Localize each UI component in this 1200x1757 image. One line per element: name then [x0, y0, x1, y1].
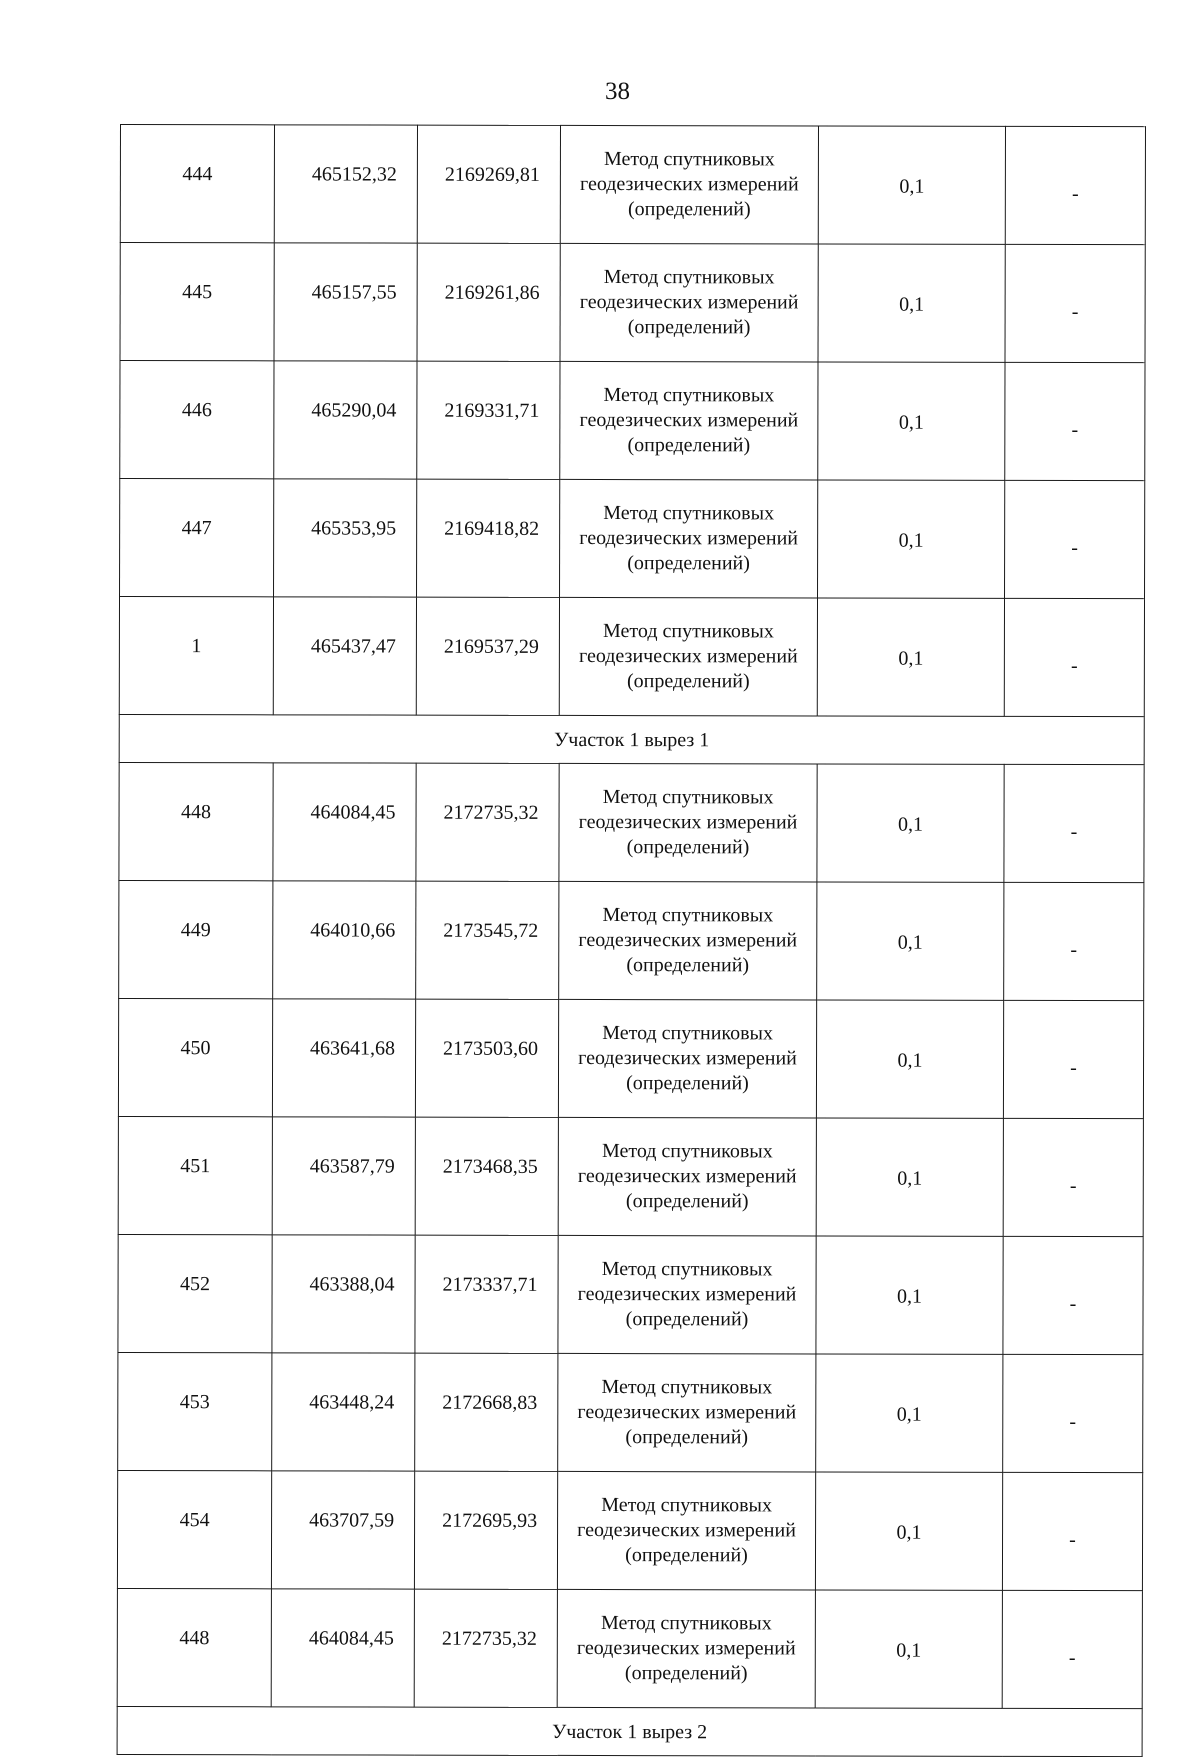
x-coordinate-cell: 463448,24 — [272, 1353, 415, 1471]
y-coordinate-cell: 2169269,81 — [417, 125, 560, 243]
y-coordinate-cell: 2169418,82 — [417, 479, 560, 597]
note-cell: - — [1003, 1236, 1143, 1354]
accuracy-cell: 0,1 — [816, 1000, 1003, 1118]
method-text-line: геодезических измерений — [578, 1046, 797, 1070]
method-text-line: (определений) — [625, 1190, 749, 1213]
method-cell — [558, 999, 816, 1118]
x-coordinate-cell: 463707,59 — [271, 1471, 414, 1589]
table-row — [120, 125, 1145, 245]
method-text-line: геодезических измерений — [579, 526, 799, 550]
method-text-line: Метод спутниковых — [603, 384, 775, 407]
point-number-cell: 445 — [120, 243, 274, 361]
accuracy-cell: 0,1 — [817, 598, 1004, 716]
section-header-row — [119, 714, 1144, 764]
method-text-line: Метод спутниковых — [602, 904, 774, 927]
note-cell: - — [1004, 882, 1144, 1000]
accuracy-cell: 0,1 — [817, 882, 1004, 1000]
table-row — [120, 479, 1145, 599]
method-cell — [560, 243, 818, 362]
method-cell — [560, 125, 818, 244]
table-row — [120, 243, 1145, 363]
y-coordinate-cell: 2173337,71 — [415, 1235, 558, 1353]
x-coordinate-cell: 464010,66 — [273, 881, 416, 999]
accuracy-cell: 0,1 — [817, 764, 1004, 882]
method-text-line: (определений) — [627, 434, 751, 457]
method-text-line: (определений) — [627, 316, 751, 339]
method-text-line: Метод спутниковых — [601, 1494, 773, 1517]
method-text-line: геодезических измерений — [579, 408, 799, 432]
y-coordinate-cell: 2173503,60 — [415, 999, 558, 1117]
method-cell — [559, 881, 817, 1000]
coordinates-table — [117, 124, 1146, 1757]
method-text-line: геодезических измерений — [579, 644, 798, 668]
method-text-line: Метод спутниковых — [604, 148, 775, 171]
method-text-line: Метод спутниковых — [603, 502, 775, 525]
note-cell: - — [1003, 1118, 1143, 1236]
accuracy-cell: 0,1 — [815, 1590, 1002, 1708]
point-number-cell: 449 — [119, 880, 273, 998]
method-text-line: (определений) — [627, 552, 750, 575]
accuracy-cell: 0,1 — [818, 126, 1005, 244]
coordinates-table-body — [117, 125, 1145, 1757]
method-cell — [559, 597, 817, 716]
y-coordinate-cell: 2169331,71 — [417, 361, 560, 479]
section-label: Участок 1 вырез 1 — [119, 714, 1144, 764]
method-text-line: геодезических измерений — [577, 1282, 797, 1306]
x-coordinate-cell: 465290,04 — [274, 361, 417, 479]
point-number-cell: 451 — [118, 1116, 272, 1234]
point-number-cell: 446 — [120, 361, 274, 479]
x-coordinate-cell: 464084,45 — [273, 763, 416, 881]
x-coordinate-cell: 463641,68 — [272, 999, 415, 1117]
point-number-cell: 448 — [117, 1588, 271, 1706]
method-cell — [557, 1589, 815, 1708]
accuracy-cell: 0,1 — [818, 362, 1005, 480]
y-coordinate-cell: 2172735,32 — [416, 763, 559, 881]
accuracy-cell: 0,1 — [818, 244, 1005, 362]
point-number-cell: 453 — [118, 1352, 272, 1470]
method-text-line: геодезических измерений — [578, 928, 798, 952]
method-text-line: Метод спутниковых — [600, 1612, 772, 1635]
point-number-cell: 448 — [119, 762, 273, 880]
method-cell — [560, 479, 818, 598]
method-text-line: геодезических измерений — [576, 1636, 796, 1660]
note-cell: - — [1002, 1472, 1142, 1590]
point-number-cell: 454 — [117, 1470, 271, 1588]
x-coordinate-cell: 465437,47 — [273, 597, 416, 715]
accuracy-cell: 0,1 — [816, 1118, 1003, 1236]
note-cell: - — [1004, 764, 1144, 882]
method-text-line: Метод спутниковых — [603, 620, 774, 643]
table-row — [117, 1588, 1142, 1708]
point-number-cell: 444 — [120, 125, 274, 243]
table-row — [118, 1352, 1143, 1472]
method-text-line: (определений) — [626, 1072, 749, 1095]
table-row — [119, 880, 1144, 1000]
table-row — [120, 361, 1145, 481]
section-header-row — [117, 1706, 1142, 1756]
method-text-line: (определений) — [625, 1308, 749, 1331]
accuracy-cell: 0,1 — [815, 1472, 1002, 1590]
method-cell — [558, 1117, 816, 1236]
method-text-line: геодезических измерений — [579, 172, 799, 196]
y-coordinate-cell: 2173545,72 — [416, 881, 559, 999]
table-row — [118, 1234, 1143, 1354]
method-text-line: Метод спутниковых — [602, 1022, 774, 1045]
section-label: Участок 1 вырез 2 — [117, 1706, 1142, 1756]
method-cell — [557, 1471, 815, 1590]
note-cell: - — [1005, 362, 1145, 480]
point-number-cell: 447 — [120, 479, 274, 597]
table-row — [119, 597, 1144, 717]
method-cell — [558, 1353, 816, 1472]
method-text-line: (определений) — [625, 1544, 748, 1567]
note-cell: - — [1005, 126, 1145, 244]
y-coordinate-cell: 2172695,93 — [414, 1471, 557, 1589]
method-cell — [560, 361, 818, 480]
method-cell — [558, 1235, 816, 1354]
method-text-line: (определений) — [626, 836, 750, 859]
x-coordinate-cell: 465157,55 — [274, 243, 417, 361]
y-coordinate-cell: 2169261,86 — [417, 243, 560, 361]
x-coordinate-cell: 465152,32 — [274, 125, 417, 243]
y-coordinate-cell: 2173468,35 — [415, 1117, 558, 1235]
table-row — [119, 762, 1144, 882]
method-text-line: Метод спутниковых — [601, 1376, 773, 1399]
method-text-line: (определений) — [626, 954, 750, 977]
note-cell: - — [1003, 1000, 1143, 1118]
table-row — [117, 1470, 1142, 1590]
method-text-line: (определений) — [626, 670, 750, 693]
note-cell: - — [1003, 1354, 1143, 1472]
page-number: 38 — [605, 78, 630, 105]
note-cell: - — [1005, 480, 1145, 598]
method-text-line: геодезических измерений — [577, 1400, 797, 1424]
method-text-line: (определений) — [627, 198, 751, 221]
table-row — [118, 998, 1143, 1118]
method-text-line: Метод спутниковых — [601, 1258, 773, 1281]
y-coordinate-cell: 2172668,83 — [415, 1353, 558, 1471]
method-text-line: Метод спутниковых — [603, 266, 775, 289]
point-number-cell: 450 — [118, 998, 272, 1116]
note-cell: - — [1005, 244, 1145, 362]
y-coordinate-cell: 2172735,32 — [414, 1589, 557, 1707]
method-text-line: геодезических измерений — [579, 290, 799, 314]
x-coordinate-cell: 463587,79 — [272, 1117, 415, 1235]
accuracy-cell: 0,1 — [818, 480, 1005, 598]
accuracy-cell: 0,1 — [816, 1354, 1003, 1472]
method-text-line: Метод спутниковых — [601, 1140, 773, 1163]
point-number-cell: 1 — [119, 597, 273, 715]
method-cell — [559, 763, 817, 882]
y-coordinate-cell: 2169537,29 — [416, 597, 559, 715]
method-text-line: (определений) — [624, 1662, 748, 1685]
accuracy-cell: 0,1 — [816, 1236, 1003, 1354]
note-cell: - — [1002, 1590, 1142, 1708]
point-number-cell: 452 — [118, 1234, 272, 1352]
x-coordinate-cell: 463388,04 — [272, 1235, 415, 1353]
table-row — [118, 1116, 1143, 1236]
method-text-line: геодезических измерений — [578, 810, 798, 834]
x-coordinate-cell: 465353,95 — [274, 479, 417, 597]
note-cell: - — [1004, 598, 1144, 716]
method-text-line: геодезических измерений — [577, 1518, 796, 1542]
method-text-line: Метод спутниковых — [602, 786, 774, 809]
method-text-line: (определений) — [625, 1426, 749, 1449]
method-text-line: геодезических измерений — [577, 1164, 797, 1188]
x-coordinate-cell: 464084,45 — [271, 1589, 414, 1707]
